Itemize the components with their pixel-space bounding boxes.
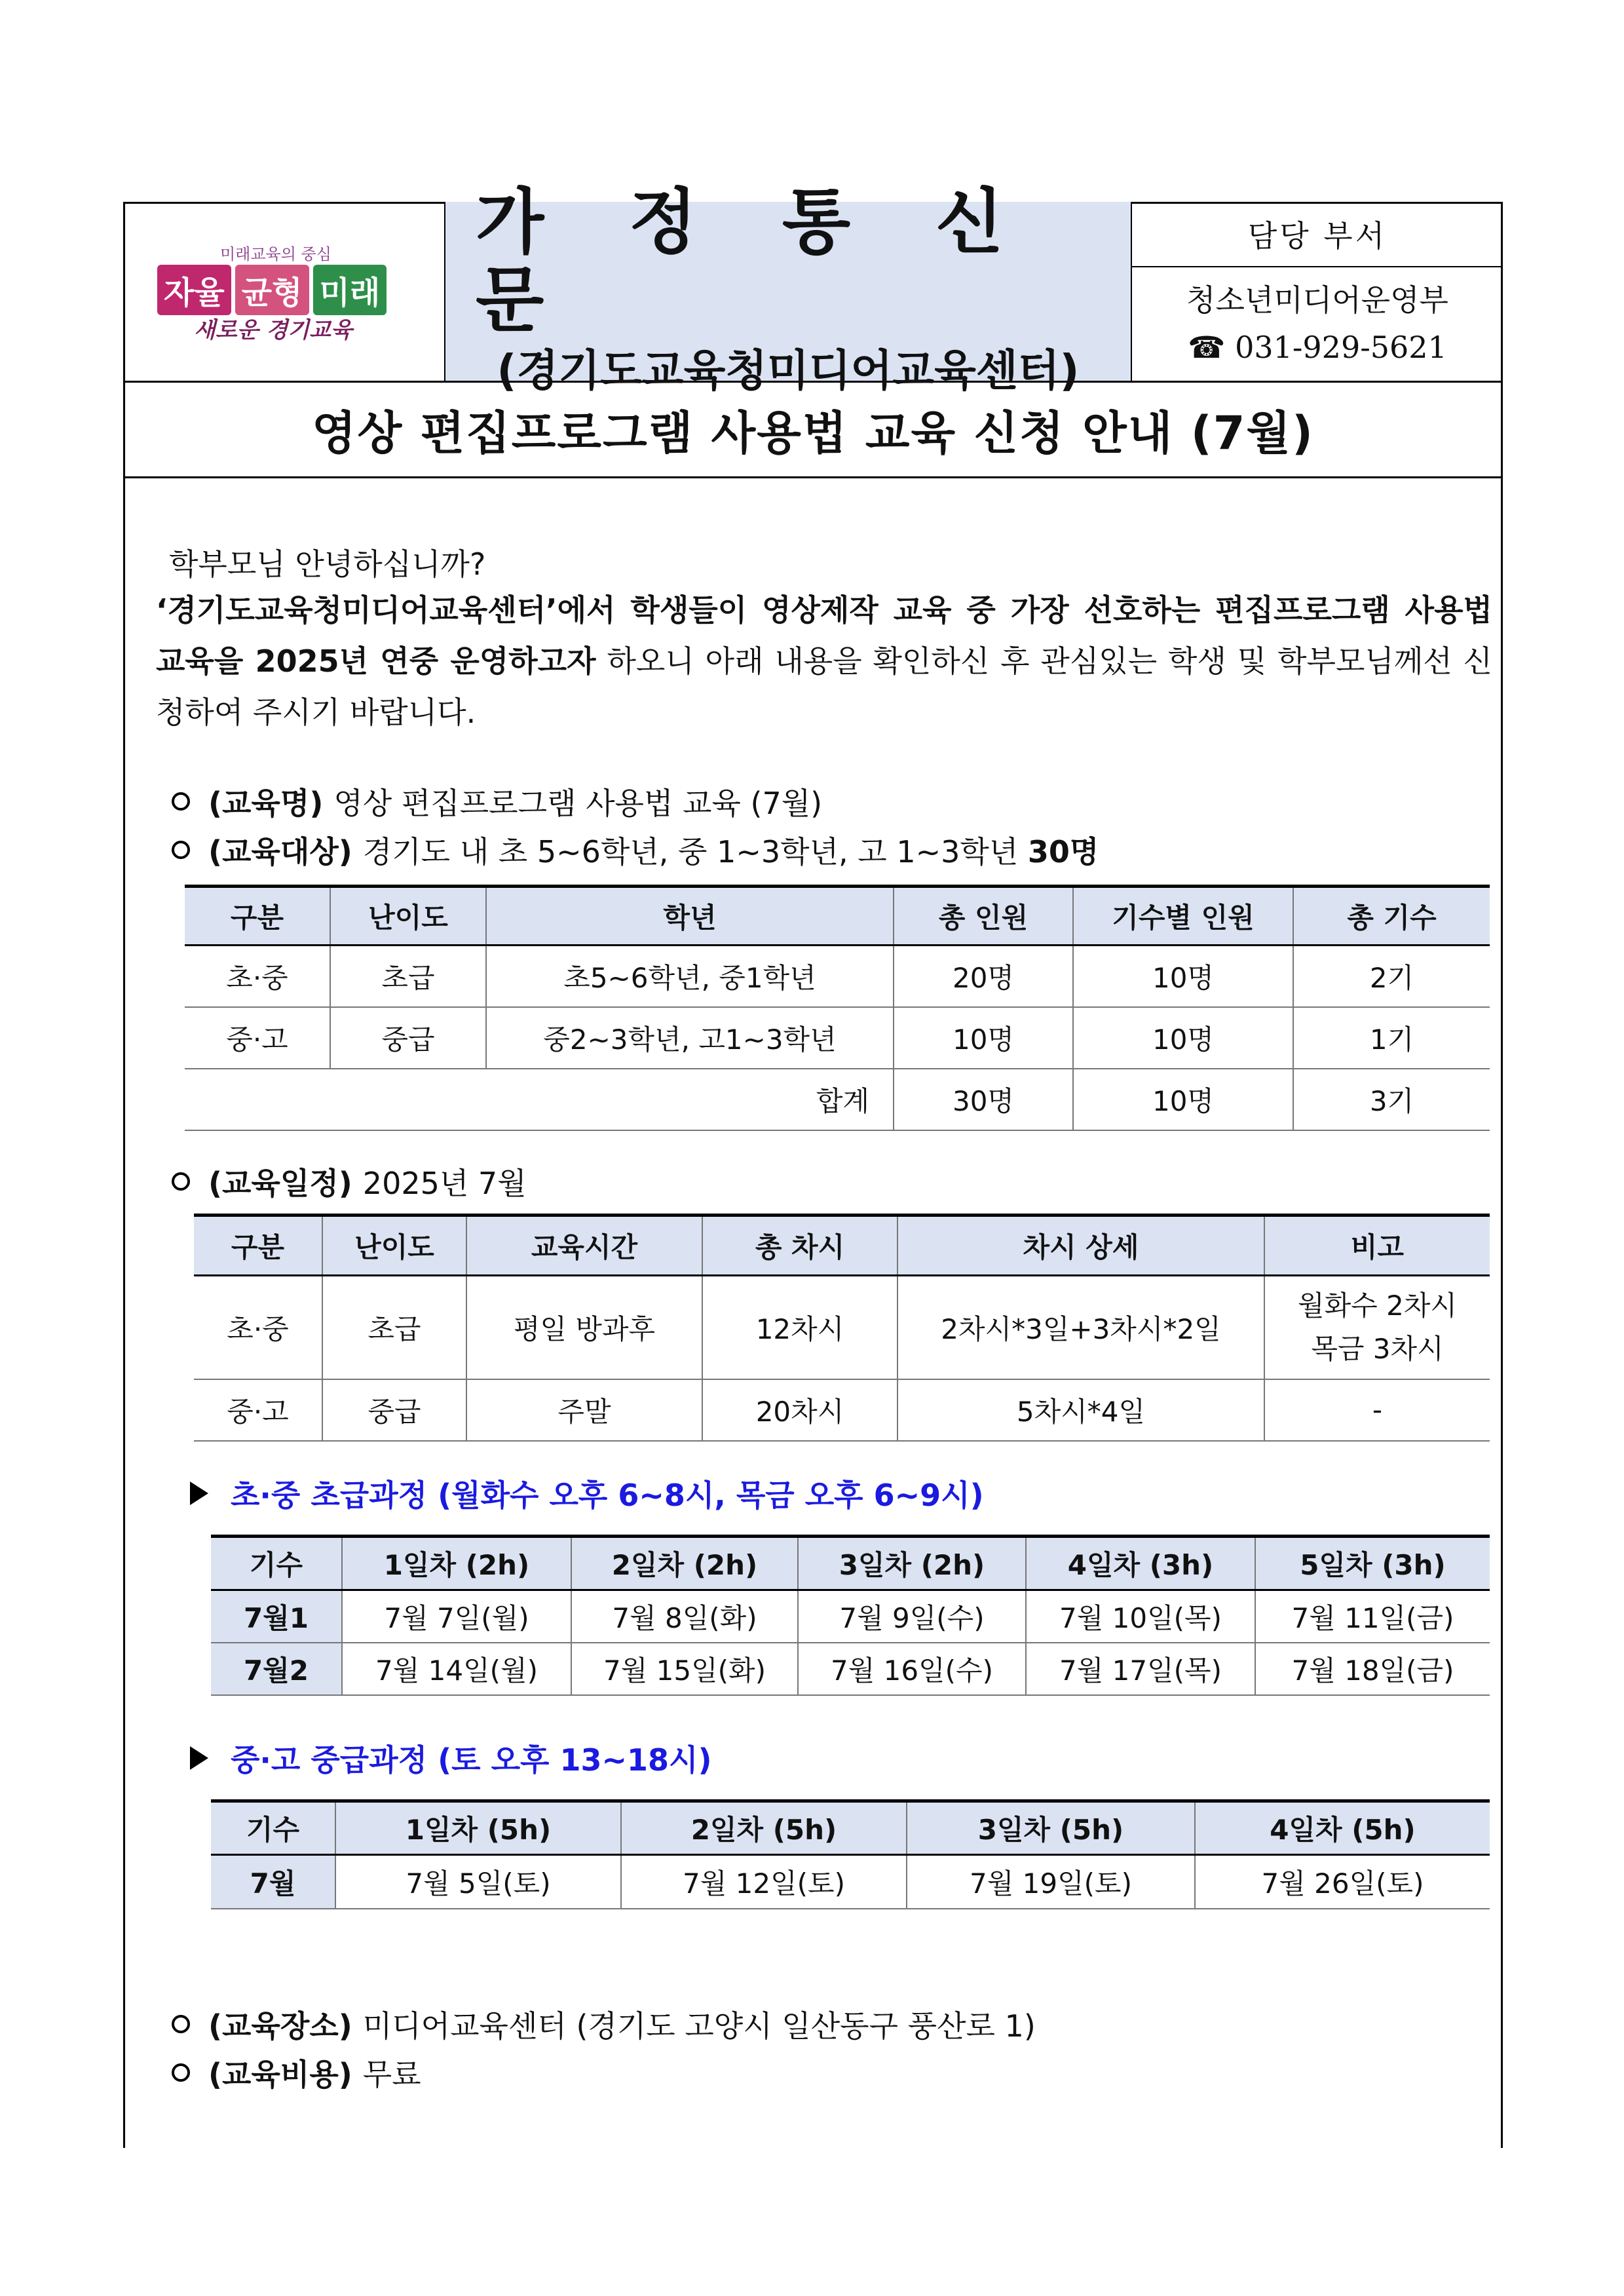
cell: 7월 7일(월) — [342, 1590, 571, 1643]
cell: 7월 19일(토) — [907, 1855, 1195, 1909]
item-label: (교육명) — [208, 786, 324, 821]
header-cell: 난이도 — [330, 887, 486, 946]
logo-slogan: 새로운 경기교육 — [194, 317, 352, 343]
item-schedule — [172, 1160, 527, 1203]
intro-normal: 하오니 아래 내용을 확인하신 후 관심있는 학생 및 학부모님께선 신청하여 주시기 바랍니다. — [156, 643, 1492, 730]
cell: 20명 — [894, 946, 1073, 1007]
note-line: 월화수 2차시 — [1298, 1289, 1457, 1322]
cell: 주말 — [466, 1379, 702, 1441]
total-label: 합계 — [185, 1069, 894, 1130]
bullet-circle-icon — [172, 841, 190, 859]
table-row — [211, 1643, 1490, 1695]
cell: 10명 — [1073, 1069, 1293, 1130]
course1-table — [211, 1535, 1490, 1696]
header-cell: 구분 — [185, 887, 330, 946]
item-place — [172, 2002, 1036, 2046]
header-cell: 1일차 (2h) — [342, 1537, 571, 1590]
table-header-row — [185, 887, 1490, 946]
cohort-cell: 7월1 — [211, 1590, 342, 1643]
header-cell: 2일차 (2h) — [571, 1537, 798, 1590]
intro-bold: ‘경기도교육청미디어교육센터’에서 학생들이 영상제작 교육 중 가장 선호하는 편집프로그램 사용법 교육을 2025년 연중 운영하고자 — [156, 592, 1492, 679]
enrollment-table — [185, 885, 1490, 1131]
gyeonggi-education-logo — [123, 202, 445, 381]
department-name: 청소년미디어운영부 — [1186, 282, 1448, 318]
item-value: 무료 — [362, 2057, 421, 2092]
schedule-table — [194, 1214, 1490, 1442]
item-label: (교육일정) — [208, 1166, 352, 1201]
cell: 초5~6학년, 중1학년 — [486, 946, 894, 1007]
greeting: 학부모님 안녕하십니까? — [169, 546, 486, 582]
cell: 중급 — [330, 1007, 486, 1069]
item-target — [172, 828, 1109, 871]
bullet-circle-icon — [172, 2015, 190, 2033]
item-cost — [172, 2051, 421, 2094]
title-cell — [445, 182, 1132, 396]
header-cell: 5일차 (3h) — [1255, 1537, 1490, 1590]
logo-words — [157, 265, 387, 315]
logo-word-2: 균형 — [235, 265, 309, 315]
cell: 7월 14일(월) — [342, 1643, 571, 1695]
cell: 10명 — [894, 1007, 1073, 1069]
cell: 2차시*3일+3차시*2일 — [897, 1276, 1264, 1379]
header-cell: 총 차시 — [702, 1215, 897, 1276]
item-value: 영상 편집프로그램 사용법 교육 (7월) — [333, 786, 823, 821]
cell: 초·중 — [185, 946, 330, 1007]
cell: 7월 10일(목) — [1026, 1590, 1255, 1643]
cell: - — [1264, 1379, 1490, 1441]
header-cell: 4일차 (5h) — [1195, 1801, 1490, 1855]
document-subtitle: 영상 편집프로그램 사용법 교육 신청 안내 (7월) — [123, 383, 1503, 478]
logo-word-3: 미래 — [313, 265, 387, 315]
bullet-circle-icon — [172, 1172, 190, 1191]
triangle-right-icon — [190, 1746, 208, 1770]
department-info — [1132, 267, 1503, 381]
cell: 1기 — [1293, 1007, 1490, 1069]
header-cell: 기수 — [211, 1801, 335, 1855]
cell: 2기 — [1293, 946, 1490, 1007]
cell: 중·고 — [185, 1007, 330, 1069]
table-row — [185, 946, 1490, 1007]
header-cell: 교육시간 — [466, 1215, 702, 1276]
table-header-row — [194, 1215, 1490, 1276]
course2-title: 중·고 중급과정 (토 오후 13~18시) — [231, 1742, 712, 1778]
cell: 10명 — [1073, 946, 1293, 1007]
newsletter-header — [123, 182, 1503, 396]
bullet-circle-icon — [172, 792, 190, 811]
header-cell: 기수 — [211, 1537, 342, 1590]
header-cell: 3일차 (5h) — [907, 1801, 1195, 1855]
header-cell: 4일차 (3h) — [1026, 1537, 1255, 1590]
bullet-circle-icon — [172, 2063, 190, 2082]
logo-word-1: 자율 — [157, 265, 231, 315]
header-cell: 총 인원 — [894, 887, 1073, 946]
cell: 7월 8일(화) — [571, 1590, 798, 1643]
note-line: 목금 3차시 — [1311, 1332, 1444, 1365]
course2-table — [211, 1799, 1490, 1909]
cell: 초급 — [322, 1276, 466, 1379]
table-total-row — [185, 1069, 1490, 1130]
cell: 중2~3학년, 고1~3학년 — [486, 1007, 894, 1069]
table-header-row — [211, 1801, 1490, 1855]
table-row — [194, 1276, 1490, 1379]
cohort-cell: 7월2 — [211, 1643, 342, 1695]
course1-title: 초·중 초급과정 (월화수 오후 6~8시, 목금 오후 6~9시) — [231, 1478, 984, 1513]
header-cell: 비고 — [1264, 1215, 1490, 1276]
course1-heading — [190, 1472, 984, 1515]
item-value: 경기도 내 초 5~6학년, 중 1~3학년, 고 1~3학년 — [362, 834, 1028, 870]
cell: 7월 18일(금) — [1255, 1643, 1490, 1695]
cell: 5차시*4일 — [897, 1379, 1264, 1441]
cell: 7월 11일(금) — [1255, 1590, 1490, 1643]
cell: 7월 16일(수) — [798, 1643, 1026, 1695]
item-course-name — [172, 780, 822, 823]
cell: 7월 17일(목) — [1026, 1643, 1255, 1695]
item-value: 2025년 7월 — [362, 1166, 527, 1201]
department-cell — [1132, 202, 1503, 381]
cell: 초급 — [330, 946, 486, 1007]
item-label: (교육비용) — [208, 2057, 352, 2092]
cell: 30명 — [894, 1069, 1073, 1130]
department-label: 담당 부서 — [1132, 202, 1503, 267]
item-label: (교육장소) — [208, 2008, 352, 2044]
triangle-right-icon — [190, 1482, 208, 1505]
header-cell: 2일차 (5h) — [621, 1801, 907, 1855]
cell: 20차시 — [702, 1379, 897, 1441]
header-cell: 1일차 (5h) — [335, 1801, 621, 1855]
organization-name: (경기도교육청미디어교육센터) — [497, 345, 1080, 396]
table-header-row — [211, 1537, 1490, 1590]
course2-heading — [190, 1736, 712, 1780]
cell: 평일 방과후 — [466, 1276, 702, 1379]
header-cell: 총 기수 — [1293, 887, 1490, 946]
page-title: 가 정 통 신 문 — [476, 182, 1034, 342]
cell: 7월 5일(토) — [335, 1855, 621, 1909]
intro-paragraph — [156, 584, 1492, 738]
item-label: (교육대상) — [208, 834, 352, 870]
header-cell: 기수별 인원 — [1073, 887, 1293, 946]
header-cell: 난이도 — [322, 1215, 466, 1276]
cell: 12차시 — [702, 1276, 897, 1379]
note-cell — [1264, 1276, 1490, 1379]
table-row — [211, 1590, 1490, 1643]
header-cell: 차시 상세 — [897, 1215, 1264, 1276]
cell: 7월 26일(토) — [1195, 1855, 1490, 1909]
header-cell: 3일차 (2h) — [798, 1537, 1026, 1590]
table-row — [211, 1855, 1490, 1909]
item-value-bold: 30명 — [1027, 834, 1099, 870]
cell: 7월 9일(수) — [798, 1590, 1026, 1643]
table-row — [185, 1007, 1490, 1069]
cell: 3기 — [1293, 1069, 1490, 1130]
cell: 10명 — [1073, 1007, 1293, 1069]
cell: 초·중 — [194, 1276, 322, 1379]
logo-tagline: 미래교육의 중심 — [220, 245, 331, 263]
item-value: 미디어교육센터 (경기도 고양시 일산동구 풍산로 1) — [362, 2008, 1036, 2044]
department-phone: ☎ 031-929-5621 — [1188, 329, 1447, 365]
cell: 중급 — [322, 1379, 466, 1441]
cell: 중·고 — [194, 1379, 322, 1441]
cell: 7월 15일(화) — [571, 1643, 798, 1695]
cohort-cell: 7월 — [211, 1855, 335, 1909]
cell: 7월 12일(토) — [621, 1855, 907, 1909]
header-cell: 학년 — [486, 887, 894, 946]
header-cell: 구분 — [194, 1215, 322, 1276]
table-row — [194, 1379, 1490, 1441]
